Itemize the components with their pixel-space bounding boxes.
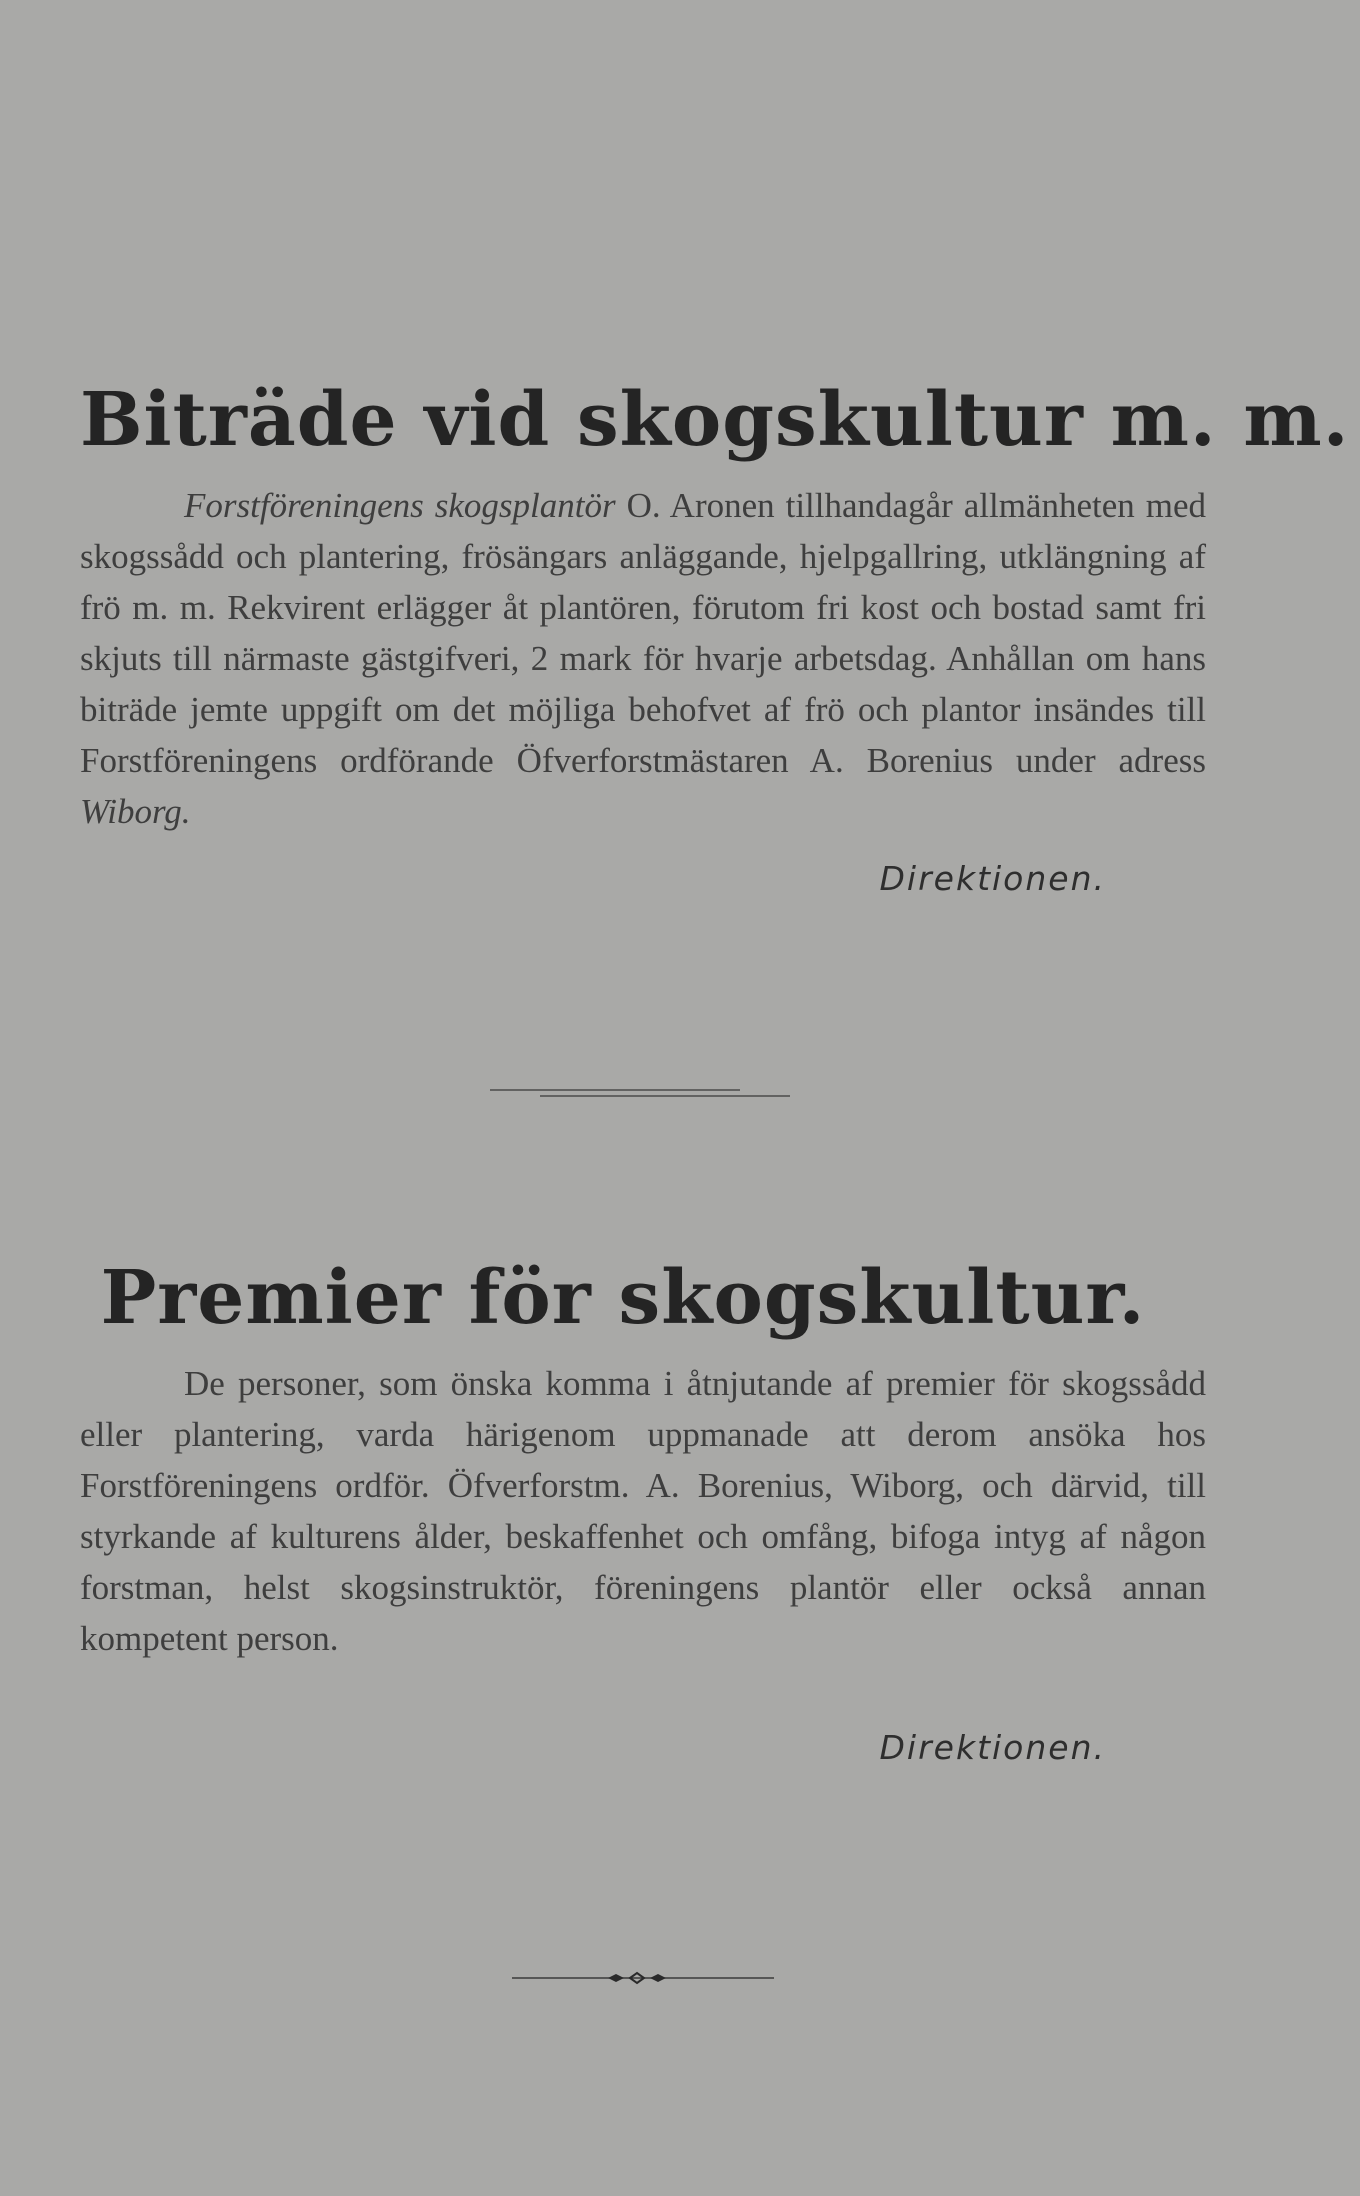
section-premier (80, 1250, 1206, 1770)
paragraph-premier: De personer, som önska komma i åtnjutande af premier för skogssådd eller plantering, varda härigenom uppmanade att derom ansöka hos Forstföreningens ordför. Öfverforstm. A. Borenius, Wiborg, och därvid, till styrkande af kulturens ålder, beskaffenhet och omfång, bifoga intyg af någon forstman, helst skogsinstruktör, föreningens plantör eller också annan kompetent person. (80, 1364, 1206, 1658)
double-line-rule (490, 1088, 790, 1098)
paragraph-body: O. Aronen tillhandagår allmänheten med skogssådd och plantering, frösängars anläggande, hjelpgallring, utklängning af frö m. m. Rekvirent erlägger åt plantören, förutom fri kost och bostad samt fri skjuts till närmaste gästgifveri, 2 mark för hvarje arbetsdag. Anhållan om hans biträde jemte uppgift om det möjliga behofvet af frö och plantor insändes till Forstföreningens ordförande Öfverforstmästaren A. Borenius under adress (80, 486, 1206, 780)
lead-phrase: Forstföreningens skogsplantör (184, 486, 616, 525)
signature-direktionen: Direktionen. (879, 859, 1106, 898)
diamond-ornament-rule (512, 1968, 774, 1988)
place-name: Wiborg. (80, 792, 191, 831)
section-bitrade (80, 372, 1350, 901)
heading-premier: Premier för skogskultur. (100, 1255, 1146, 1341)
heading-bitrade: Biträde vid skogskultur m. m. (80, 377, 1350, 463)
signature-direktionen-2: Direktionen. (879, 1728, 1106, 1767)
paragraph-bitrade (80, 480, 1206, 837)
